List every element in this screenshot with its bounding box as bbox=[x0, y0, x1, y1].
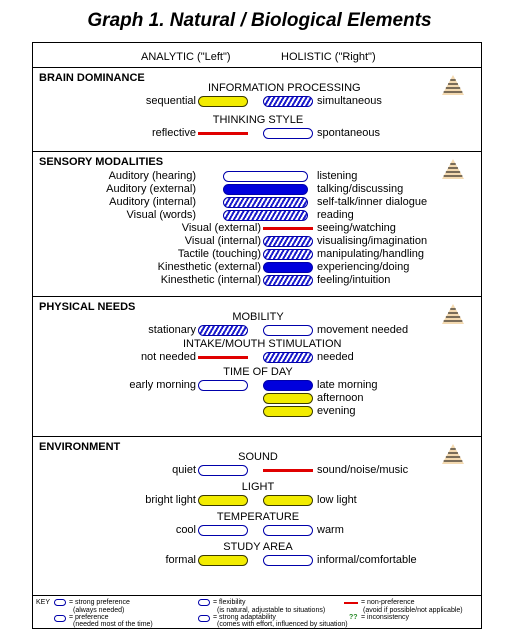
left-label: cool bbox=[175, 524, 196, 536]
right-label: feeling/intuition bbox=[317, 274, 391, 286]
right-label: late morning bbox=[317, 379, 378, 391]
scale-row bbox=[33, 183, 481, 196]
strong-adaptability-marker bbox=[263, 325, 313, 336]
strong-preference-swatch bbox=[54, 599, 66, 606]
pyramid-icon bbox=[441, 74, 465, 96]
group-label: INFORMATION PROCESSING bbox=[208, 82, 361, 94]
group-label: INTAKE/MOUTH STIMULATION bbox=[183, 338, 342, 350]
group-label: STUDY AREA bbox=[223, 541, 293, 553]
scale-row bbox=[33, 222, 481, 235]
right-label: sound/noise/music bbox=[317, 464, 409, 476]
left-label: Auditory (internal) bbox=[109, 196, 196, 208]
non-preference-swatch bbox=[344, 602, 358, 604]
legend-strong-preference-note: (always needed) bbox=[73, 607, 125, 614]
flexibility-marker bbox=[263, 495, 313, 506]
scale-row bbox=[33, 405, 481, 418]
legend-strong-preference: = strong preference bbox=[69, 599, 130, 606]
section-brain-dominance bbox=[33, 67, 481, 152]
analytic-header: ANALYTIC ("Left") bbox=[141, 51, 231, 63]
pyramid-icon bbox=[441, 303, 465, 325]
right-label: seeing/watching bbox=[317, 222, 396, 234]
legend-strong-adaptability: = strong adaptability bbox=[213, 614, 276, 621]
preference-marker bbox=[263, 352, 313, 363]
scale-row bbox=[33, 248, 481, 261]
section-physical-needs bbox=[33, 296, 481, 437]
right-label: manipulating/handling bbox=[317, 248, 425, 260]
left-label: not needed bbox=[140, 351, 196, 363]
right-label: informal/comfortable bbox=[317, 554, 417, 566]
non-preference-marker bbox=[198, 132, 248, 135]
right-label: warm bbox=[317, 524, 344, 536]
scale-row bbox=[33, 324, 481, 337]
strong-adaptability-marker bbox=[198, 525, 248, 536]
strong-adaptability-marker bbox=[198, 465, 248, 476]
left-label: Visual (words) bbox=[126, 209, 196, 221]
left-label: quiet bbox=[172, 464, 196, 476]
strong-adaptability-marker bbox=[263, 555, 313, 566]
section-title: SENSORY MODALITIES bbox=[39, 156, 164, 168]
scale-row bbox=[33, 379, 481, 392]
right-label: self-talk/inner dialogue bbox=[317, 196, 428, 208]
legend-preference: = preference bbox=[69, 614, 109, 621]
scale-row bbox=[33, 554, 481, 567]
right-label: talking/discussing bbox=[317, 183, 404, 195]
strong-adaptability-marker bbox=[263, 128, 313, 139]
strong-adaptability-marker bbox=[198, 380, 248, 391]
scale-row bbox=[33, 464, 481, 477]
flexibility-swatch bbox=[198, 599, 210, 606]
legend-non-preference: = non-preference bbox=[361, 599, 415, 606]
left-label: stationary bbox=[148, 324, 196, 336]
legend-flexibility: = flexibility bbox=[213, 599, 246, 606]
section-environment bbox=[33, 436, 481, 599]
non-preference-marker bbox=[263, 469, 313, 472]
strong-adaptability-marker bbox=[223, 171, 308, 182]
right-label: afternoon bbox=[317, 392, 364, 404]
group-label: THINKING STYLE bbox=[212, 114, 304, 126]
right-label: reading bbox=[317, 209, 354, 221]
preference-marker bbox=[223, 197, 308, 208]
scale-row bbox=[33, 274, 481, 287]
scale-row bbox=[33, 95, 481, 108]
strong-preference-marker bbox=[223, 184, 308, 195]
left-label: formal bbox=[165, 554, 196, 566]
right-label: listening bbox=[317, 170, 358, 182]
section-title: BRAIN DOMINANCE bbox=[39, 72, 145, 84]
left-label: Auditory (external) bbox=[106, 183, 196, 195]
right-label: spontaneous bbox=[317, 127, 380, 139]
flexibility-marker bbox=[198, 495, 248, 506]
group-label: MOBILITY bbox=[232, 311, 284, 323]
flexibility-marker bbox=[198, 555, 248, 566]
preference-marker bbox=[263, 96, 313, 107]
flexibility-marker bbox=[263, 406, 313, 417]
scale-row bbox=[33, 392, 481, 405]
profile-chart bbox=[32, 42, 482, 629]
strong-adaptability-swatch bbox=[198, 615, 210, 622]
right-label: low light bbox=[317, 494, 357, 506]
left-label: sequential bbox=[145, 95, 196, 107]
right-label: experiencing/doing bbox=[317, 261, 410, 273]
left-label: Tactile (touching) bbox=[177, 248, 261, 260]
legend-preference-note: (needed most of the time) bbox=[73, 621, 153, 628]
section-title: ENVIRONMENT bbox=[39, 441, 121, 453]
section-title: PHYSICAL NEEDS bbox=[39, 301, 136, 313]
right-label: movement needed bbox=[317, 324, 409, 336]
left-label: Kinesthetic (internal) bbox=[160, 274, 261, 286]
left-label: Kinesthetic (external) bbox=[157, 261, 261, 273]
left-label: Visual (external) bbox=[181, 222, 261, 234]
right-label: visualising/imagination bbox=[317, 235, 428, 247]
strong-adaptability-marker bbox=[263, 525, 313, 536]
legend-inconsistency: = inconsistency bbox=[361, 614, 410, 621]
preference-marker bbox=[223, 210, 308, 221]
scale-row bbox=[33, 524, 481, 537]
left-label: early morning bbox=[129, 379, 196, 391]
flexibility-marker bbox=[263, 393, 313, 404]
scale-row bbox=[33, 261, 481, 274]
legend-title: KEY bbox=[36, 599, 51, 606]
group-label: TIME OF DAY bbox=[223, 366, 293, 378]
strong-preference-marker bbox=[263, 380, 313, 391]
non-preference-marker bbox=[198, 356, 248, 359]
scale-row bbox=[33, 235, 481, 248]
strong-preference-marker bbox=[263, 262, 313, 273]
right-label: needed bbox=[317, 351, 354, 363]
scale-row bbox=[33, 196, 481, 209]
scale-row bbox=[33, 351, 481, 364]
preference-marker bbox=[198, 325, 248, 336]
legend-non-preference-note: (avoid if possible/not applicable) bbox=[363, 607, 463, 614]
left-label: Auditory (hearing) bbox=[108, 170, 196, 182]
preference-swatch bbox=[54, 615, 66, 622]
preference-marker bbox=[263, 236, 313, 247]
preference-marker bbox=[263, 275, 313, 286]
section-sensory-modalities bbox=[33, 151, 481, 297]
scale-row bbox=[33, 494, 481, 507]
right-label: evening bbox=[317, 405, 356, 417]
non-preference-marker bbox=[263, 227, 313, 230]
scale-row bbox=[33, 127, 481, 140]
scale-row bbox=[33, 209, 481, 222]
right-label: simultaneous bbox=[317, 95, 382, 107]
group-label: TEMPERATURE bbox=[216, 511, 300, 523]
inconsistency-symbol: ?? bbox=[349, 614, 358, 621]
chart-title: Graph 1. Natural / Biological Elements bbox=[87, 10, 432, 31]
scale-row bbox=[33, 170, 481, 183]
legend-flexibility-note: (is natural, adjustable to situations) bbox=[217, 607, 326, 614]
holistic-header: HOLISTIC ("Right") bbox=[281, 51, 376, 63]
flexibility-marker bbox=[198, 96, 248, 107]
preference-marker bbox=[263, 249, 313, 260]
left-label: reflective bbox=[151, 127, 196, 139]
pyramid-icon bbox=[441, 443, 465, 465]
left-label: Visual (internal) bbox=[184, 235, 261, 247]
legend bbox=[33, 595, 481, 628]
group-label: LIGHT bbox=[241, 481, 275, 493]
group-label: SOUND bbox=[238, 451, 278, 463]
legend-strong-adaptability-note: (comes with effort, influenced by situation) bbox=[217, 621, 348, 628]
left-label: bright light bbox=[145, 494, 196, 506]
